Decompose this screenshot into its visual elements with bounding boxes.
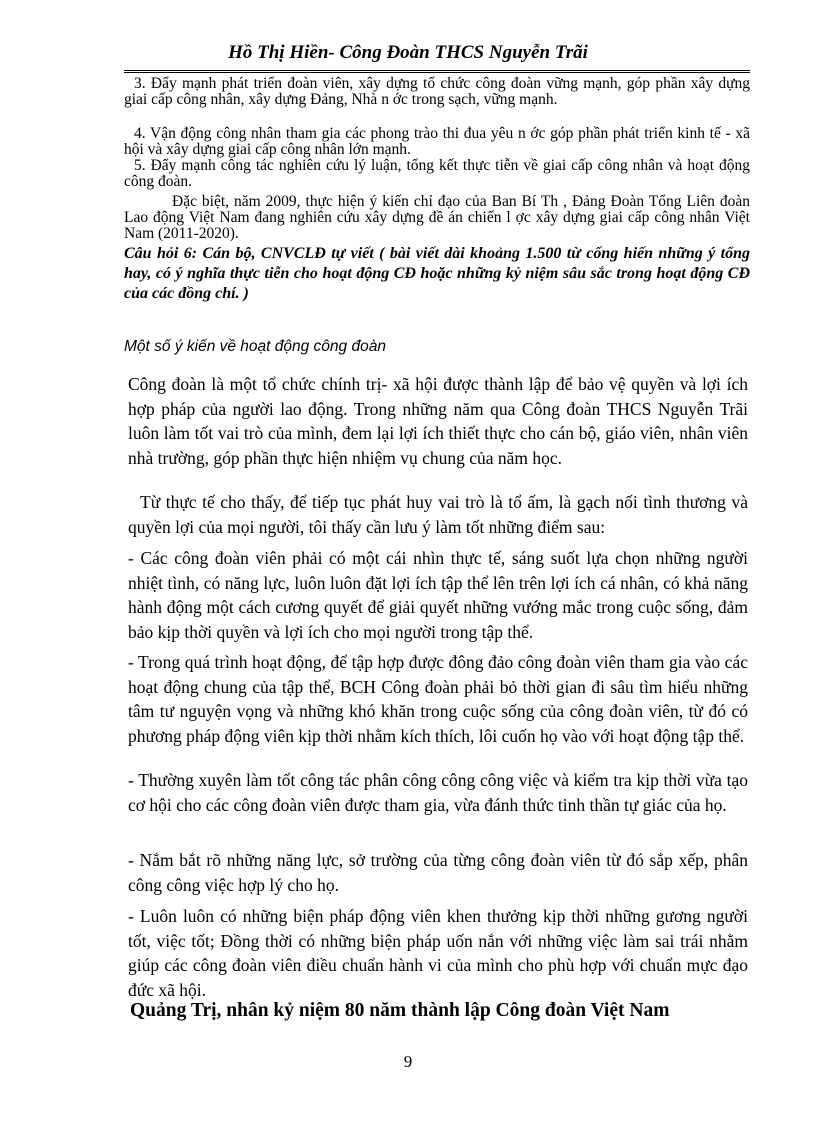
essay-subtitle: Một số ý kiến về hoạt động công đoàn xyxy=(124,338,386,355)
body-paragraph: Từ thực tế cho thấy, để tiếp tục phát huy vai trò là tổ ấm, là gạch nối tình thương và quyền lợi của mọi người, tôi thấy cần lưu ý làm tốt những điểm sau: xyxy=(128,492,748,537)
list-item-3: 3. Đẩy mạnh phát triển đoàn viên, xây dựng tổ chức công đoàn vững mạnh, góp phần xây dựng giai cấp công nhân, xây dựng Đảng, Nhà n ớc trong sạch, vững mạnh. xyxy=(124,75,750,108)
list-item-4: 4. Vận động công nhân tham gia các phong trào thi đua yêu n ớc góp phần phát triển kinh tế - xã hội và xây dựng giai cấp công nhân lớn mạnh. xyxy=(124,125,750,158)
body-paragraph: - Thường xuyên làm tốt công tác phân công công công việc và kiểm tra kịp thời vừa tạo cơ hội cho các công đoàn viên được tham gia, vừa đánh thức tinh thần tự giác của họ. xyxy=(128,770,748,815)
page-number: 9 xyxy=(403,1052,413,1071)
page-header: Hồ Thị Hiền- Công Đoàn THCS Nguyễn Trãi xyxy=(228,42,588,63)
body-paragraph: - Luôn luôn có những biện pháp động viên khen thưởng kịp thời những gương người tốt, việc tốt; Đồng thời có những biện pháp uốn nắn với những việc làm sai trái nhằm giúp các công đoàn viên điều chuẩn hành vi của mình cho phù hợp với chuẩn mực đạo đức xã hội. xyxy=(128,906,748,1000)
body-paragraph: Công đoàn là một tổ chức chính trị- xã hội được thành lập để bảo vệ quyền và lợi ích hợp pháp của người lao động. Trong những năm qua Công đoàn THCS Nguyễn Trãi luôn làm tốt vai trò của mình, đem lại lợi ích thiết thực cho cán bộ, giáo viên, nhân viên nhà trường, góp phần thực hiện nhiệm vụ chung của năm học. xyxy=(128,374,748,468)
question-heading: Câu hỏi 6: Cán bộ, CNVCLĐ tự viết ( bài viết dài khoảng 1.500 từ cống hiến những ý tổng hay, có ý nghĩa thực tiễn cho hoạt động CĐ hoặc những kỷ niệm sâu sắc trong hoạt động CĐ của các đồng chí. ) xyxy=(124,245,750,302)
body-paragraph: - Nắm bắt rõ những năng lực, sở trường của từng công đoàn viên từ đó sắp xếp, phân công công việc hợp lý cho họ. xyxy=(128,850,748,895)
header-divider xyxy=(124,70,750,73)
body-paragraph: - Trong quá trình hoạt động, để tập hợp được đông đảo công đoàn viên tham gia vào các hoạt động chung của tập thể, BCH Công đoàn phải bỏ thời gian đi sâu tìm hiểu những tâm tư nguyện vọng và những khó khăn trong cuộc sống của công đoàn viên, từ đó có phương pháp động viên kịp thời nhằm kích thích, lôi cuốn họ vào với hoạt động tập thể. xyxy=(128,652,748,746)
closing-line: Quảng Trị, nhân kỷ niệm 80 năm thành lập Công đoàn Việt Nam xyxy=(130,1000,670,1021)
list-item-5: 5. Đẩy mạnh công tác nghiên cứu lý luận, tổng kết thực tiễn về giai cấp công nhân và hoạt động công đoàn. xyxy=(124,157,750,190)
special-note-paragraph: Đặc biệt, năm 2009, thực hiện ý kiến chỉ đạo của Ban Bí Th , Đảng Đoàn Tổng Liên đoàn Lao động Việt Nam đang nghiên cứu xây dựng đề án chiến l ợc xây dựng giai cấp công nhân Việt Nam (2011-2020). xyxy=(124,193,750,242)
body-paragraph: - Các công đoàn viên phải có một cái nhìn thực tế, sáng suốt lựa chọn những người nhiệt tình, có năng lực, luôn luôn đặt lợi ích tập thể lên trên lợi ích cá nhân, có khả năng hành động một cách cương quyết để giải quyết những vướng mắc trong cuộc sống, đảm bảo kịp thời quyền và lợi ích cho mọi người trong tập thể. xyxy=(128,548,748,642)
